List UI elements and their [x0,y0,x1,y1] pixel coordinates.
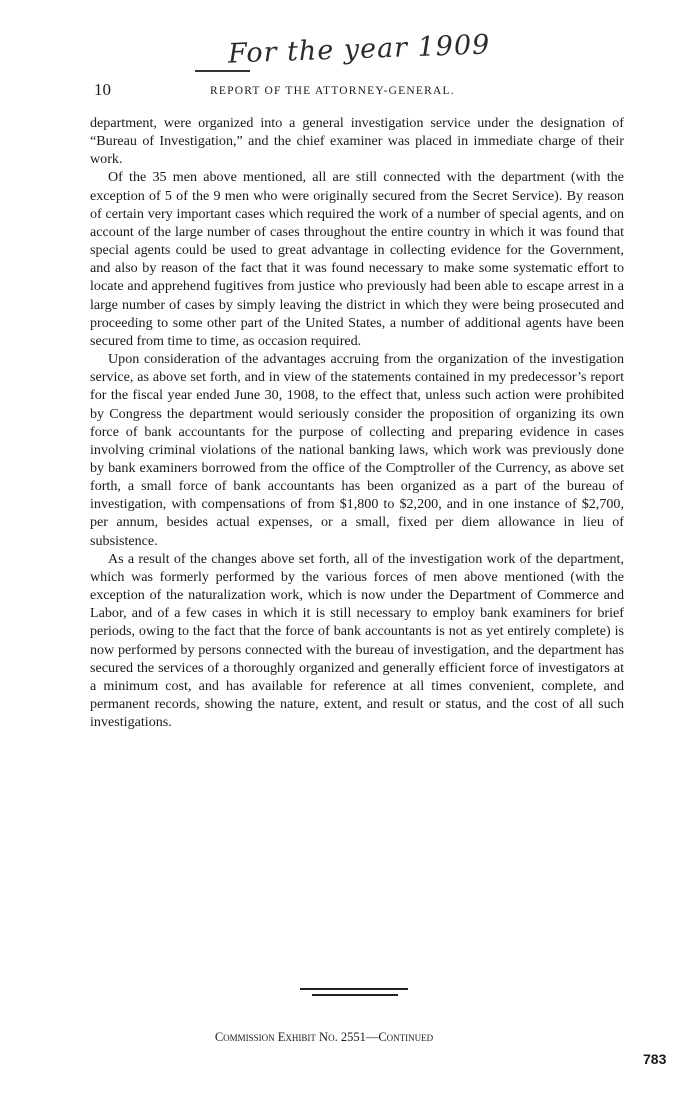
section-divider [300,988,408,990]
report-body [90,114,624,731]
paragraph: As a result of the changes above set forth, all of the investigation work of the department, which was formerly performed by the various forces of men above mentioned (with the exception of the naturalization work, which is now under the Department of Commerce and Labor, and of a few cases in which it is still necessary to employ bank examiners for brief periods, owing to the fact that the force of bank accountants is not as yet entirely complete) is now performed by persons connected with the bureau of investigation, and the department has secured the services of a thoroughly organized and generally efficient force of investigators at a minimum cost, and has available for reference at all times convenient, complete, and permanent records, showing the nature, extent, and result or status, and the cost of all such investigations. [90,550,624,731]
exhibit-caption: Commission Exhibit No. 2551—Continued [214,1030,434,1044]
paragraph: Upon consideration of the advantages accruing from the organization of the investigation service, as above set forth, and in view of the statements contained in my predecessor’s report for the fiscal year ended June 30, 1908, to the effect that, unless such action were prohibited by Congress the department would seriously consider the proposition of organizing its own force of bank accountants for the purpose of collecting and preparing evidence in cases involving criminal violations of the national banking laws, which work was previously done by bank examiners borrowed from the office of the Comptroller of the Currency, as above set forth, a small force of bank accountants has been organized as a part of the bureau of investigation, with compensations of from $1,800 to $2,200, and in one instance of $2,700, per annum, besides actual expenses, or a small, fixed per diem allowance in lieu of subsistence. [90,351,624,549]
archive-page-number: 783 [643,1051,667,1067]
page-number: 10 [94,80,111,99]
section-divider [312,994,398,996]
paragraph: department, were organized into a general investigation service under the designation of “Bureau of Investigation,” and the chief examiner was placed in immediate charge of their work. [90,115,624,168]
handwritten-annotation: For the year 1909 [227,29,491,70]
paragraph: Of the 35 men above mentioned, all are still connected with the department (with the exception of 5 of the 9 men who were originally secured from the Secret Service). By reason of certain very important cases which required the work of a number of special agents, and on account of the large number of cases throughout the entire country in which it was found that special agents could be used to great advantage in collecting evidence for the Government, and also by reason of the fact that it was found necessary to make some systematic effort to locate and apprehend fugitives from justice who previously had been able to escape arrest in a large number of cases by simply leaving the district in which they were being prosecuted and proceeding to some other part of the United States, a number of additional agents have been secured from time to time, as occasion required. [90,169,624,349]
handwritten-underline [195,70,250,72]
running-head: REPORT OF THE ATTORNEY-GENERAL. [210,85,455,97]
